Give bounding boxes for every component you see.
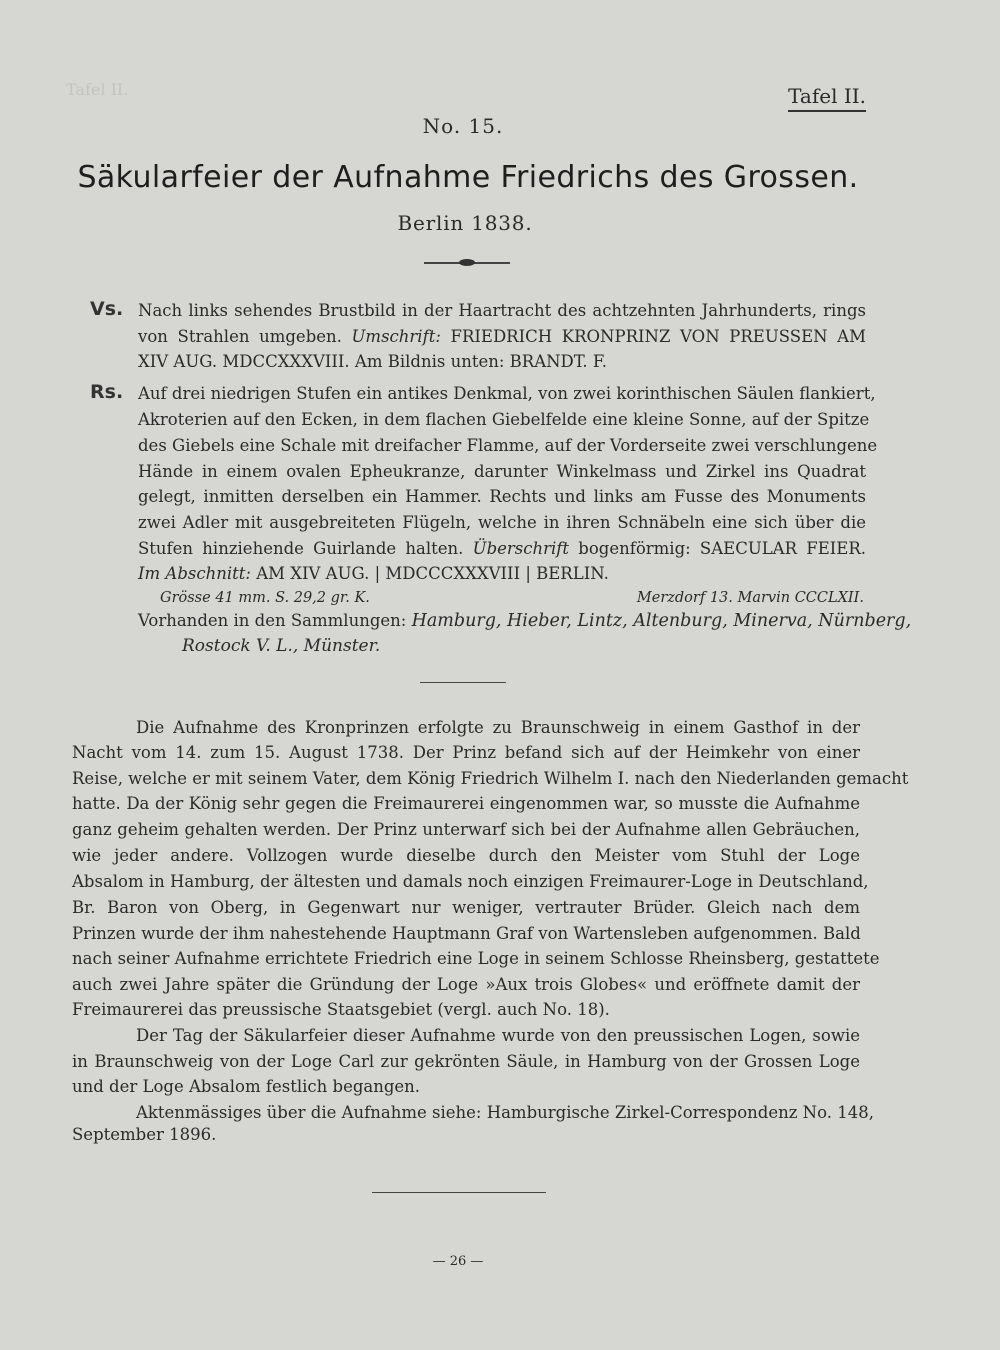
reverse-line: Auf drei niedrigen Stufen ein antikes Denkmal, von zwei korinthischen Säulen flankiert, <box>138 384 876 403</box>
page-title: Säkularfeier der Aufnahme Friedrichs des Grossen. <box>77 160 859 195</box>
section-divider <box>420 682 506 683</box>
body-line: ganz geheim gehalten werden. Der Prinz unterwarf sich bei der Aufnahme allen Gebräuchen, <box>72 820 860 839</box>
body-line: Nacht vom 14. zum 15. August 1738. Der Prinz befand sich auf der Heimkehr von einer <box>72 743 860 762</box>
ornament-dot <box>459 259 475 266</box>
body-line: Prinzen wurde der ihm nahestehende Hauptmann Graf von Wartensleben aufgenommen. Bald <box>72 924 861 943</box>
obverse-line: Nach links sehendes Brustbild in der Haartracht des achtzehnten Jahrhunderts, rings <box>138 301 866 320</box>
reverse-label: Rs. <box>90 381 124 403</box>
reverse-line: zwei Adler mit ausgebreiteten Flügeln, welche in ihren Schnäbeln eine sich über die <box>138 513 866 532</box>
closing-divider <box>372 1192 546 1193</box>
body-line: wie jeder andere. Vollzogen wurde dieselbe durch den Meister vom Stuhl der Loge <box>72 846 860 865</box>
page-number: — 26 — <box>432 1254 484 1269</box>
collections-list-continued: Rostock V. L., Münster. <box>182 636 381 656</box>
reverse-line: gelegt, inmitten derselben ein Hammer. Rechts und links am Fusse des Monuments <box>138 487 866 506</box>
text-run: FRIEDRICH KRONPRINZ VON PREUSSEN AM <box>440 327 866 346</box>
text-run: bogenförmig: SAECULAR FEIER. <box>569 539 866 558</box>
text-run: von Strahlen umgeben. <box>138 327 352 346</box>
text-run: AM XIV AUG. | MDCCCXXXVIII | BERLIN. <box>250 564 609 583</box>
bleed-through-heading: Tafel II. <box>66 80 129 99</box>
body-line: nach seiner Aufnahme errichtete Friedrich eine Loge in seinem Schlosse Rheinsberg, gestattete <box>72 949 880 968</box>
body-line: Br. Baron von Oberg, in Gegenwart nur weniger, vertrauter Brüder. Gleich nach dem <box>72 898 860 917</box>
obverse-line <box>138 327 866 346</box>
reverse-line: Akroterien auf den Ecken, in dem flachen Giebelfelde eine kleine Sonne, auf der Spitze <box>138 410 870 429</box>
exergue-label: Im Abschnitt: <box>138 564 251 583</box>
references: Merzdorf 13. Marvin CCCLXII. <box>636 590 864 606</box>
body-line: Die Aufnahme des Kronprinzen erfolgte zu Braunschweig in einem Gasthof in der <box>136 718 860 737</box>
body-line: hatte. Da der König sehr gegen die Freimaurerei eingenommen war, so musste die Aufnahme <box>72 794 860 813</box>
body-line: Absalom in Hamburg, der ältesten und damals noch einzigen Freimaurer-Loge in Deutschland, <box>72 872 869 891</box>
body-line: in Braunschweig von der Loge Carl zur gekrönten Säule, in Hamburg von der Grossen Loge <box>72 1052 860 1071</box>
body-line: Reise, welche er mit seinem Vater, dem König Friedrich Wilhelm I. nach den Niederlanden gemacht <box>72 769 909 788</box>
body-line: September 1896. <box>72 1125 217 1144</box>
obverse-line: XIV AUG. MDCCXXXVIII. Am Bildnis unten: BRANDT. F. <box>138 352 607 371</box>
collections-list: Hamburg, Hieber, Lintz, Altenburg, Minerva, Nürnberg, <box>411 611 912 631</box>
reverse-line <box>138 539 866 558</box>
collections-line <box>138 611 912 631</box>
reverse-line: Hände in einem ovalen Epheukranze, darunter Winkelmass und Zirkel ins Quadrat <box>138 462 866 481</box>
collections-label: Vorhanden in den Sammlungen: <box>138 611 412 630</box>
plate-label: Tafel II. <box>788 84 866 112</box>
measurements: Grösse 41 mm. S. 29,2 gr. K. <box>160 590 370 606</box>
body-line: und der Loge Absalom festlich begangen. <box>72 1077 421 1096</box>
heading-inscription-label: Überschrift <box>472 539 570 558</box>
body-line: Aktenmässiges über die Aufnahme siehe: Hamburgische Zirkel-Correspondenz No. 148, <box>136 1103 874 1122</box>
obverse-label: Vs. <box>90 298 124 320</box>
body-line: auch zwei Jahre später die Gründung der Loge »Aux trois Globes« und eröffnete damit der <box>72 975 860 994</box>
reverse-line <box>138 564 866 583</box>
body-line: Der Tag der Säkularfeier dieser Aufnahme wurde von den preussischen Logen, sowie <box>136 1026 860 1045</box>
inscription-label: Umschrift: <box>351 327 441 346</box>
text-run: Stufen hinziehende Guirlande halten. <box>138 539 473 558</box>
reverse-line: des Giebels eine Schale mit dreifacher Flamme, auf der Vorderseite zwei verschlungene <box>138 436 878 455</box>
item-number: No. 15. <box>422 114 504 138</box>
place-year: Berlin 1838. <box>397 211 533 235</box>
body-line: Freimaurerei das preussische Staatsgebiet (vergl. auch No. 18). <box>72 1000 610 1019</box>
